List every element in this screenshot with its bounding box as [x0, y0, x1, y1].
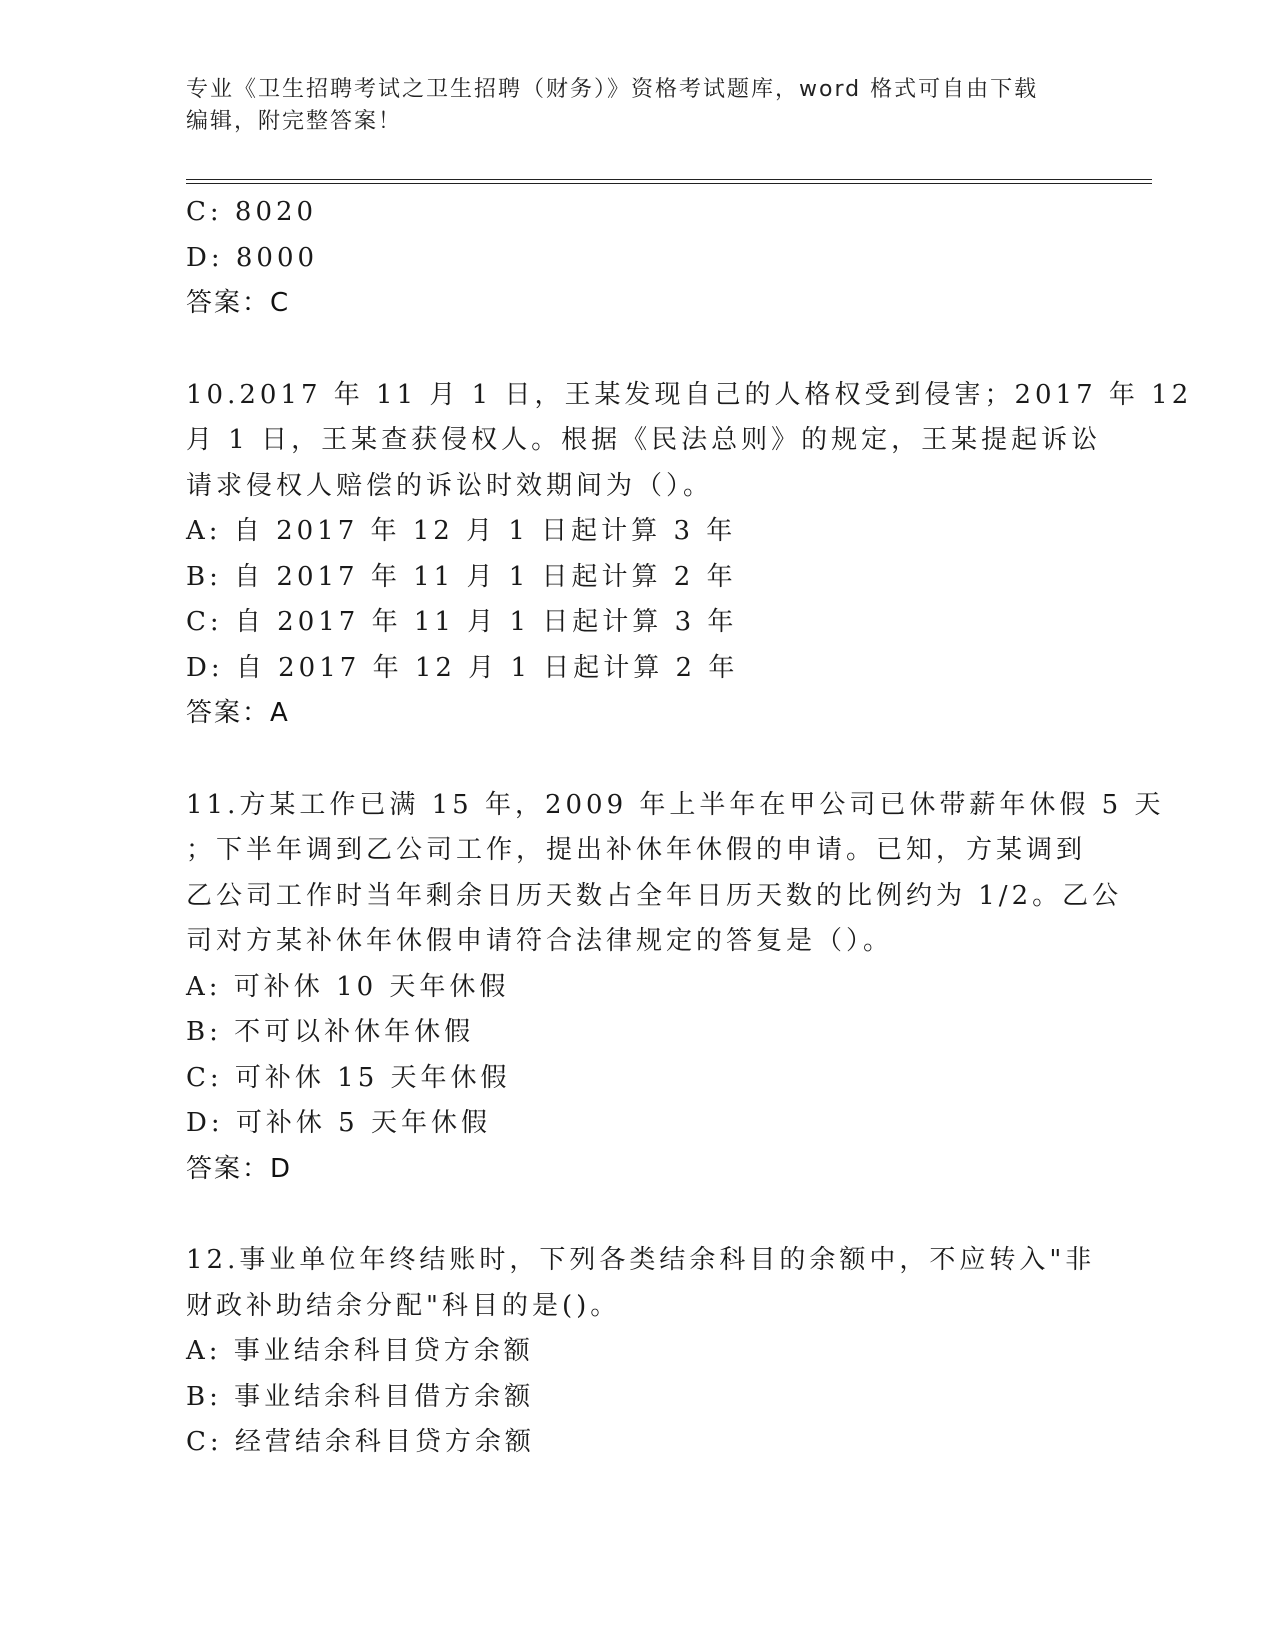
option-b: B: 事业结余科目借方余额 — [186, 1381, 535, 1412]
option-a: A: 自 2017 年 12 月 1 日起计算 3 年 — [186, 516, 737, 546]
answer: 答案：C — [186, 288, 291, 318]
option-b: B: 自 2017 年 11 月 1 日起计算 2 年 — [186, 561, 737, 592]
answer: 答案：A — [186, 698, 290, 728]
option-c: C: 可补休 15 天年休假 — [186, 1062, 511, 1093]
question-stem-line: 10.2017 年 11 月 1 日，王某发现自己的人格权受到侵害；2017 年 12 — [186, 379, 1193, 410]
spacer — [186, 327, 1086, 373]
header-divider-top — [186, 179, 1152, 180]
header-line-1: 专业《卫生招聘考试之卫生招聘（财务）》资格考试题库，word 格式可自由下载 — [186, 77, 1039, 102]
question-11 — [186, 783, 1165, 1193]
question-stem-line: 乙公司工作时当年剩余日历天数占全年日历天数的比例约为 1/2。乙公 — [186, 880, 1123, 911]
question-9 — [186, 190, 1086, 327]
spacer — [186, 1192, 1086, 1238]
question-stem-line: 请求侵权人赔偿的诉讼时效期间为（）。 — [186, 470, 714, 501]
question-12 — [186, 1238, 1096, 1466]
option-c: C: 自 2017 年 11 月 1 日起计算 3 年 — [186, 607, 738, 637]
question-stem-line: 司对方某补休年休假申请符合法律规定的答复是（）。 — [186, 926, 894, 956]
header-divider-bottom — [186, 183, 1152, 184]
option-c: C: 经营结余科目贷方余额 — [186, 1427, 535, 1457]
option-a: A: 事业结余科目贷方余额 — [186, 1336, 534, 1366]
question-stem-line: 财政补助结余分配"科目的是()。 — [186, 1290, 621, 1321]
question-list — [186, 190, 1193, 1466]
option-d: D: 8000 — [186, 242, 319, 273]
option-a: A: 可补休 10 天年休假 — [186, 971, 510, 1002]
header-line-2: 编辑，附完整答案！ — [186, 109, 403, 134]
question-stem-line: 月 1 日，王某查获侵权人。根据《民法总则》的规定，王某提起诉讼 — [186, 425, 1102, 455]
question-stem-line: 12.事业单位年终结账时，下列各类结余科目的余额中，不应转入"非 — [186, 1245, 1096, 1275]
question-stem-line: 11.方某工作已满 15 年，2009 年上半年在甲公司已休带薪年休假 5 天 — [186, 789, 1165, 820]
option-c: C: 8020 — [186, 197, 318, 227]
question-10 — [186, 373, 1193, 737]
option-d: D: 自 2017 年 12 月 1 日起计算 2 年 — [186, 652, 739, 683]
option-b: B: 不可以补休年休假 — [186, 1017, 475, 1047]
question-stem-line: ；下半年调到乙公司工作，提出补休年休假的申请。已知，方某调到 — [186, 835, 1087, 865]
answer: 答案：D — [186, 1153, 293, 1184]
spacer — [186, 737, 1086, 783]
document-header — [186, 74, 1066, 138]
option-d: D: 可补休 5 天年休假 — [186, 1108, 491, 1138]
